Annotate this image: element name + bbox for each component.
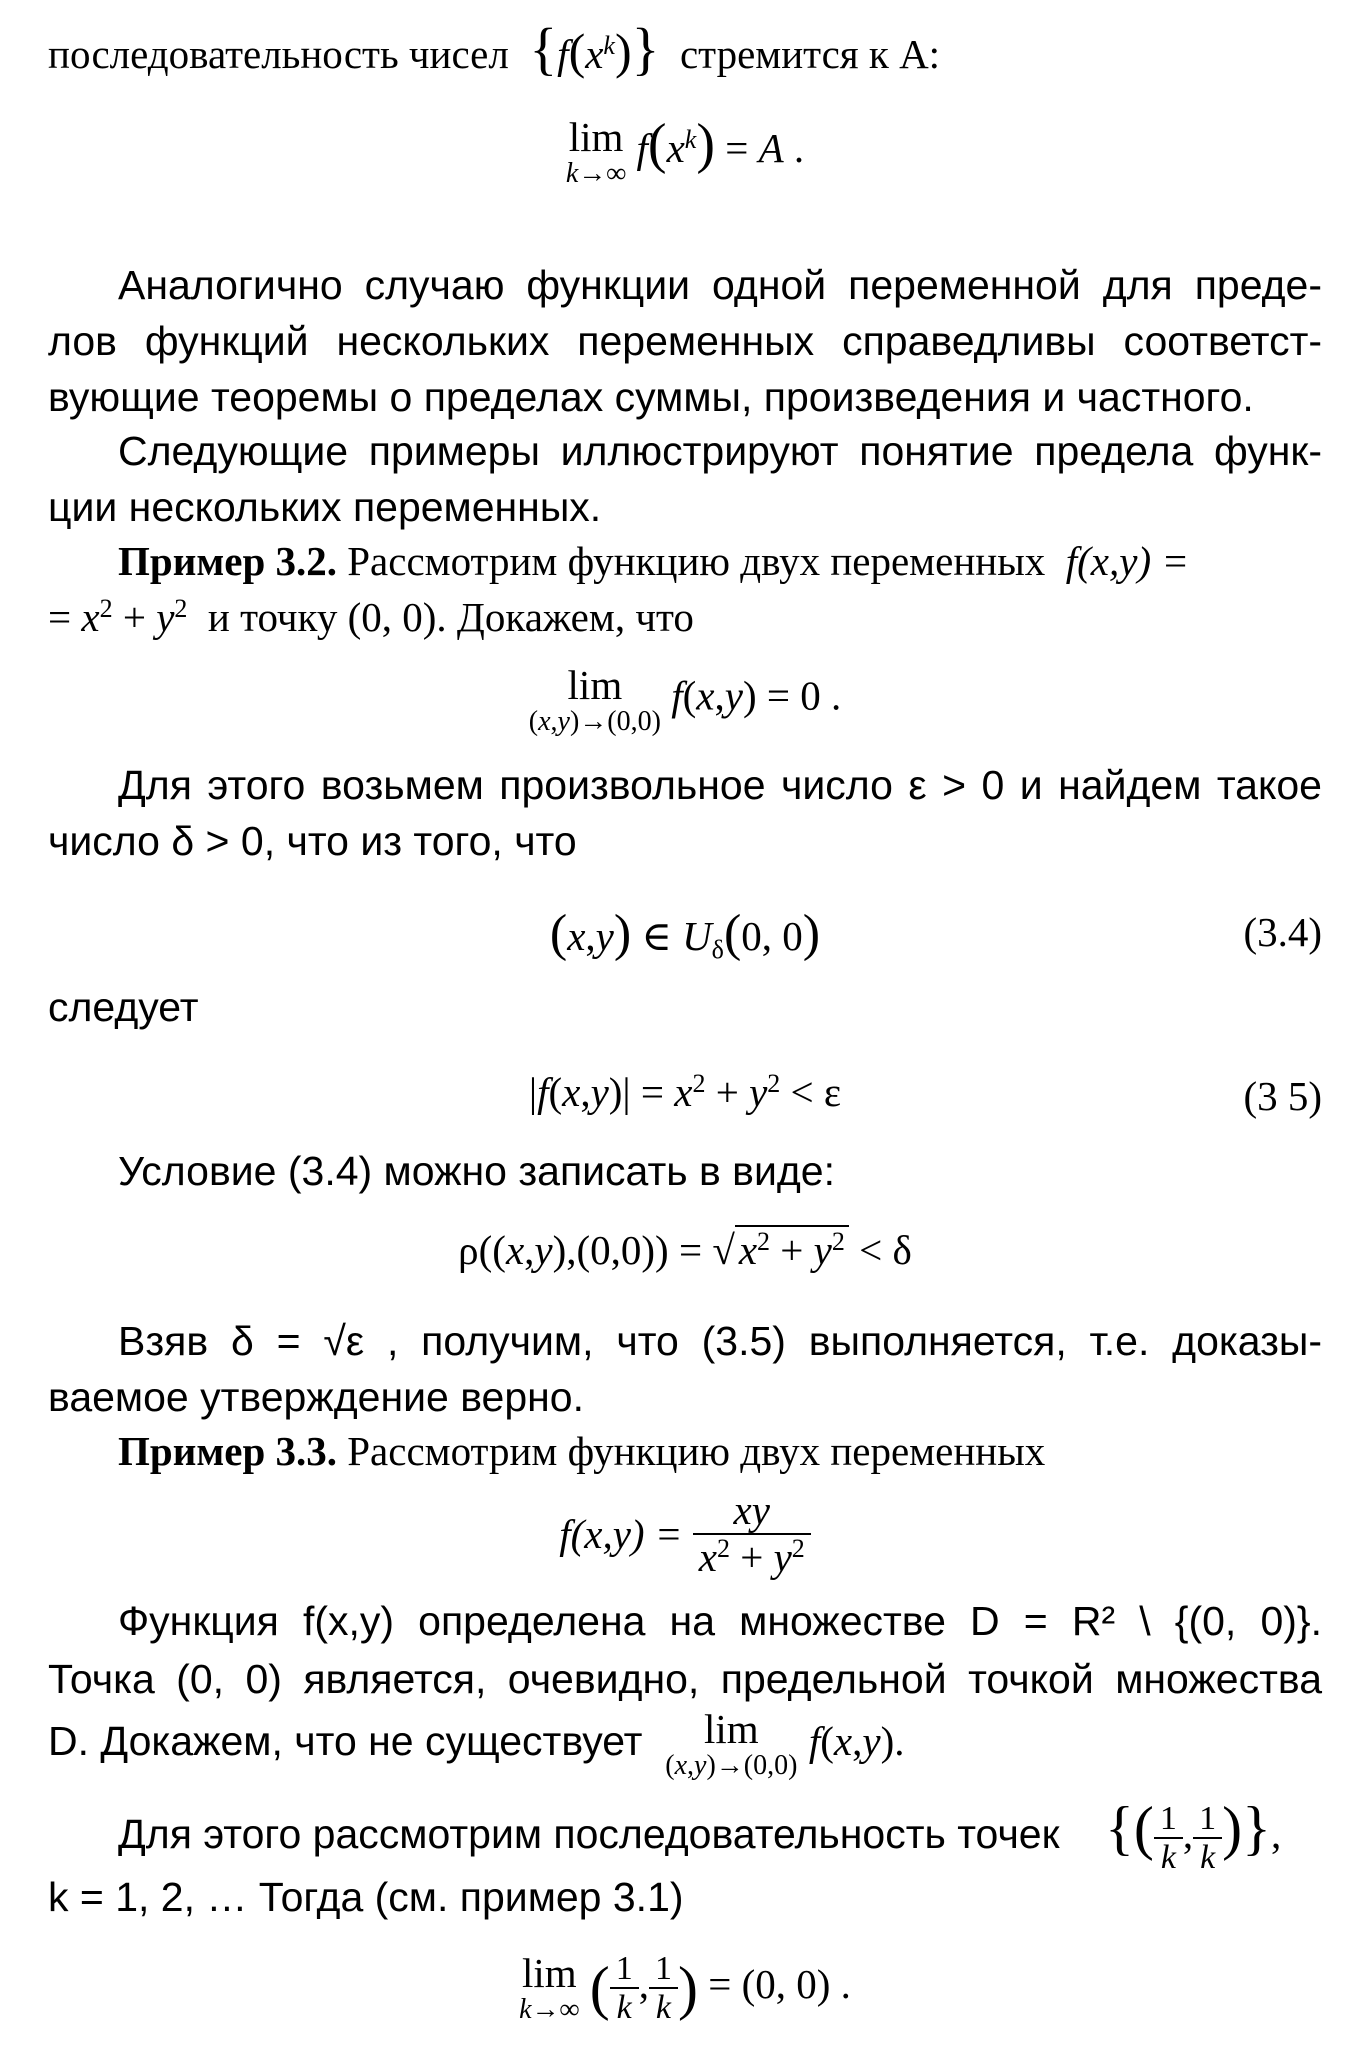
paragraph-take-line-1: Взяв δ = √ε , получим, что (3.5) выполняется, т.е. доказы- [118, 1318, 1322, 1364]
example-3-2-text: Рассмотрим функцию двух переменных [347, 538, 1046, 584]
example-3-2-function: f(x,y) = [1065, 538, 1190, 584]
example-3-2-line-2: = $x^2 + y^2$ и точку (0, 0). Докажем, что [48, 594, 694, 640]
paragraph-2-line-2: ции нескольких переменных. [48, 484, 602, 530]
equation-3-4: (x,y) ∈ $U_\delta(0$, 0) [549, 905, 821, 964]
fraction [693, 1488, 811, 1580]
text-prove-not-exists: D. Докажем, что не существует [48, 1718, 643, 1765]
equation-3-5: $|f(x,y)| = x^2 + y^2 < \varepsilon$ [528, 1069, 842, 1115]
text-tends-to-a: стремится к A: [679, 31, 941, 77]
text-point-prove: (0, 0). Докажем, что [347, 594, 694, 640]
example-3-3-line-1 [48, 1424, 1322, 1478]
fraction-lhs: f(x,y) = [559, 1511, 683, 1558]
lim-operator: lim k→∞ [565, 114, 627, 190]
lim-operator: lim (x,y)→(0,0) [665, 1706, 798, 1782]
formula-limit-xy: lim (x,y)→(0,0) f(x,y) = 0 . [528, 662, 842, 738]
paragraph-sequence-line-2: k = 1, 2, … Тогда (см. пример 3.1) [48, 1874, 684, 1920]
fraction-denominator: $x^2 + y^2$ [698, 1534, 805, 1581]
text-and-point: и точку [207, 594, 338, 640]
paragraph-3-line-1: Для этого возьмем произвольное число ε > 0 и найдем такое [118, 762, 1322, 808]
text-condition: Условие (3.4) можно записать в виде: [118, 1148, 835, 1194]
lim-operator: lim (x,y)→(0,0) [528, 662, 661, 738]
equation-number-3-4: (3.4) [1243, 909, 1322, 955]
paragraph-definition-line-1: Функция f(x,y) определена на множестве D = R² \ {(0, 0)}. [118, 1598, 1322, 1644]
sequence-set: {( $\frac{1}{k}$ , $\frac{1}{k}$ )}, [1105, 1794, 1282, 1877]
paragraph-take-line-2: ваемое утверждение верно. [48, 1374, 584, 1420]
formula-distance: $\rho((x,y),(0,0)) = √x^2 + y^2 < \delta$ [458, 1227, 912, 1273]
fraction-numerator: xy [693, 1488, 811, 1535]
example-3-2-line-1 [48, 534, 1322, 588]
paragraph-2-line-1: Следующие примеры иллюстрируют понятие предела функ- [118, 428, 1322, 474]
paragraph-definition-line-2: Точка (0, 0) является, очевидно, предельной точкой множества [48, 1656, 1322, 1702]
set-f-xk: $\{f(x^k)\}$ [529, 16, 660, 81]
formula-fraction [0, 1488, 1370, 1580]
formula-limit-sequence: lim k→∞ ( $\frac{1}{k}$ , $\frac{1}{k}$ ) = (0, 0) . [519, 1950, 851, 2027]
text-sequence-of-numbers: последовательность чисел [48, 31, 509, 77]
paragraph-3-line-2: число δ > 0, что из того, что [48, 818, 577, 864]
example-3-3-text: Рассмотрим функцию двух переменных [347, 1428, 1046, 1474]
example-3-2-title: Пример 3.2. [118, 538, 337, 584]
paragraph-sequence-line-1 [48, 1794, 1322, 1877]
equation-number-3-5: (3 5) [1243, 1073, 1322, 1119]
text-line-1 [48, 16, 1322, 81]
example-3-3-title: Пример 3.3. [118, 1428, 337, 1474]
text-consider-sequence: Для этого рассмотрим последовательность точек [118, 1810, 1060, 1857]
paragraph-definition-line-3: D. Докажем, что не существует lim (x,y)→(0,0) f(x,y). [48, 1706, 905, 1782]
paragraph-1-line-3: вующие теоремы о пределах суммы, произведения и частного. [48, 374, 1254, 420]
paragraph-1-line-1: Аналогично случаю функции одной переменной для преде- [118, 262, 1322, 308]
text-follows: следует [48, 984, 199, 1030]
lim-operator: lim k→∞ [519, 1950, 580, 2026]
formula-limit-k: lim k→∞ $f(x^k) = A$ . [565, 113, 805, 190]
paragraph-1-line-2: лов функций нескольких переменных справедливы соответст- [48, 318, 1322, 364]
